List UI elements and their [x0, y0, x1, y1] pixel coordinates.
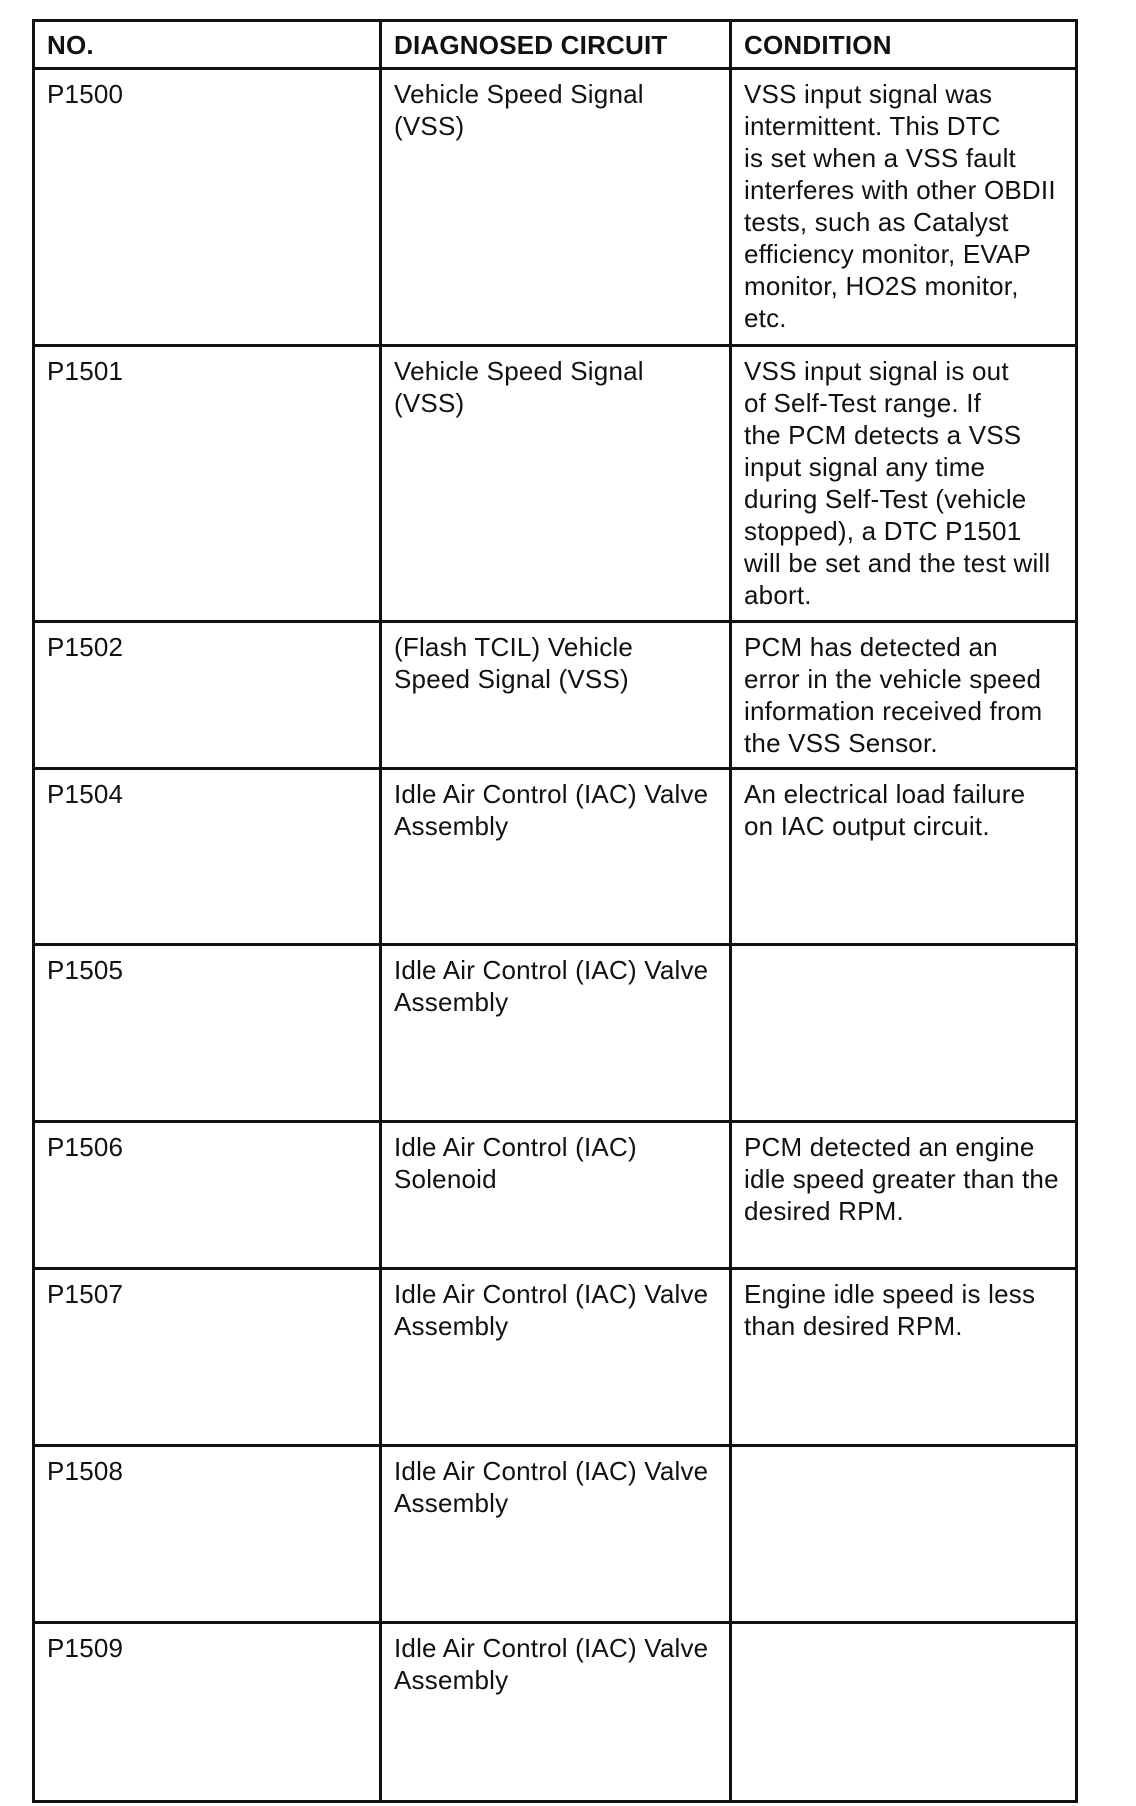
- cell-no: [34, 1446, 381, 1623]
- cell-condition: [731, 1623, 1077, 1802]
- condition-text: PCM detected an engine idle speed greater than the desired RPM.: [744, 1132, 1059, 1226]
- table-row: [34, 346, 1077, 622]
- cell-condition: [731, 945, 1077, 1122]
- diagnosed-circuit: Idle Air Control (IAC) Valve Assembly: [394, 1279, 709, 1341]
- dtc-code: P1509: [47, 1633, 124, 1663]
- cell-no: [34, 945, 381, 1122]
- diagnosed-circuit: Vehicle Speed Signal (VSS): [394, 79, 644, 141]
- dtc-table: [32, 19, 1078, 1803]
- header-no: NO.: [34, 21, 381, 69]
- table-row: [34, 769, 1077, 945]
- cell-circuit: [381, 945, 731, 1122]
- cell-no: [34, 769, 381, 945]
- table-body: [34, 69, 1077, 1802]
- dtc-code: P1505: [47, 955, 124, 985]
- cell-no: [34, 346, 381, 622]
- table-row: [34, 1623, 1077, 1802]
- header-condition: CONDITION: [731, 21, 1077, 69]
- cell-circuit: [381, 769, 731, 945]
- table-row: [34, 1446, 1077, 1623]
- cell-circuit: [381, 1122, 731, 1269]
- cell-condition: [731, 1269, 1077, 1446]
- condition-text: VSS input signal is out of Self-Test range. If the PCM detects a VSS input signal any time during Self-Test (vehicle stopped), a DTC P1501 will be set and the test will abort.: [744, 356, 1051, 610]
- cell-circuit: [381, 1623, 731, 1802]
- cell-circuit: [381, 346, 731, 622]
- cell-condition: [731, 346, 1077, 622]
- dtc-code: P1506: [47, 1132, 124, 1162]
- diagnosed-circuit: Idle Air Control (IAC) Valve Assembly: [394, 955, 709, 1017]
- table-row: [34, 69, 1077, 346]
- cell-circuit: [381, 622, 731, 769]
- diagnosed-circuit: Idle Air Control (IAC) Valve Assembly: [394, 1633, 709, 1695]
- cell-no: [34, 622, 381, 769]
- cell-no: [34, 1269, 381, 1446]
- condition-text: Engine idle speed is less than desired RPM.: [744, 1279, 1036, 1341]
- condition-text: PCM has detected an error in the vehicle speed information received from the VSS Sensor.: [744, 632, 1043, 758]
- dtc-code: P1500: [47, 79, 124, 109]
- table-header: [34, 21, 1077, 69]
- cell-condition: [731, 622, 1077, 769]
- cell-circuit: [381, 69, 731, 346]
- cell-circuit: [381, 1446, 731, 1623]
- dtc-code: P1502: [47, 632, 124, 662]
- cell-condition: [731, 1446, 1077, 1623]
- diagnosed-circuit: Vehicle Speed Signal (VSS): [394, 356, 644, 418]
- condition-text: VSS input signal was intermittent. This DTC is set when a VSS fault interferes with other OBDII tests, such as Catalyst efficiency monitor, EVAP monitor, HO2S monitor, etc.: [744, 79, 1056, 333]
- diagnosed-circuit: Idle Air Control (IAC) Valve Assembly: [394, 1456, 709, 1518]
- diagnosed-circuit: Idle Air Control (IAC) Solenoid: [394, 1132, 637, 1194]
- cell-circuit: [381, 1269, 731, 1446]
- dtc-code: P1504: [47, 779, 124, 809]
- header-row: [34, 21, 1077, 69]
- cell-no: [34, 1122, 381, 1269]
- dtc-code: P1508: [47, 1456, 124, 1486]
- table-row: [34, 622, 1077, 769]
- cell-condition: [731, 1122, 1077, 1269]
- cell-condition: [731, 769, 1077, 945]
- diagnosed-circuit: (Flash TCIL) Vehicle Speed Signal (VSS): [394, 632, 634, 694]
- dtc-code: P1507: [47, 1279, 124, 1309]
- table-row: [34, 1269, 1077, 1446]
- dtc-code: P1501: [47, 356, 124, 386]
- cell-condition: [731, 69, 1077, 346]
- cell-no: [34, 1623, 381, 1802]
- table-row: [34, 1122, 1077, 1269]
- header-diagnosed-circuit: DIAGNOSED CIRCUIT: [381, 21, 731, 69]
- cell-no: [34, 69, 381, 346]
- table-row: [34, 945, 1077, 1122]
- condition-text: An electrical load failure on IAC output circuit.: [744, 779, 1026, 841]
- diagnosed-circuit: Idle Air Control (IAC) Valve Assembly: [394, 779, 709, 841]
